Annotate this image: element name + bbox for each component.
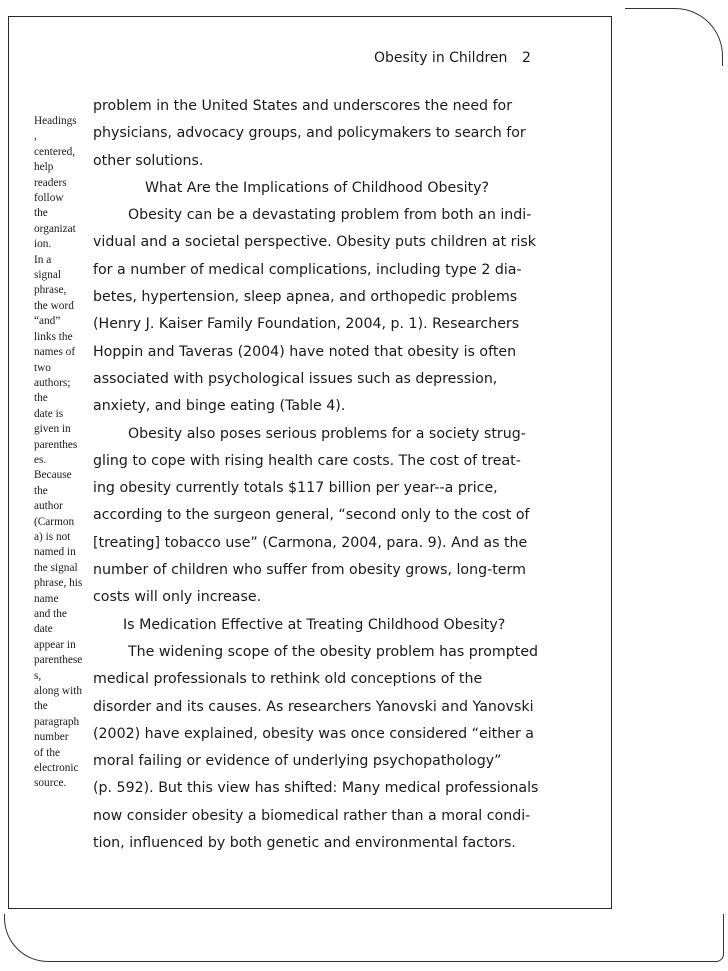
margin-note-line: centered, <box>34 145 76 158</box>
body-line: The widening scope of the obesity problem has prompted <box>128 643 539 660</box>
margin-note-line: follow <box>34 192 64 205</box>
margin-note-line: along with <box>34 685 83 698</box>
margin-note-line: electronic <box>34 762 79 775</box>
body-line: according to the surgeon general, “second only to the cost of <box>93 507 530 524</box>
margin-note-line: appear in <box>34 638 76 651</box>
running-head: Obesity in Children <box>374 50 508 66</box>
margin-note-line: phrase, his <box>34 577 83 590</box>
margin-note-line: readers <box>34 176 67 189</box>
margin-note-line: help <box>34 161 54 174</box>
margin-note-line: “and” <box>34 315 61 328</box>
margin-note-line: number <box>34 731 69 744</box>
body-line: [treating] tobacco use” (Carmona, 2004, para. 9). And as the <box>93 534 528 551</box>
body-line: ing obesity currently totals $117 billion per year--a price, <box>93 480 498 497</box>
body-line: disorder and its causes. As researchers Yanovski and Yanovski <box>93 698 534 715</box>
body-line: Obesity also poses serious problems for a society strug- <box>128 425 526 442</box>
margin-note-line: paragraph <box>34 715 80 728</box>
margin-note-line: links the <box>34 330 73 343</box>
body-line: betes, hypertension, sleep apnea, and orthopedic problems <box>93 289 518 306</box>
margin-note-line: parenthes <box>34 438 78 451</box>
body-line: tion, influenced by both genetic and environmental factors. <box>93 835 516 852</box>
body-line: physicians, advocacy groups, and policymakers to search for <box>93 125 526 142</box>
margin-note-line: authors; <box>34 376 71 389</box>
body-line: (p. 592). But this view has shifted: Many medical professionals <box>93 780 539 797</box>
margin-note-line: Because <box>34 469 72 482</box>
body-line: medical professionals to rethink old conceptions of the <box>93 671 483 688</box>
body-line: associated with psychological issues such as depression, <box>93 370 498 387</box>
body-line: anxiety, and binge eating (Table 4). <box>93 398 346 415</box>
margin-note-line: ion. <box>34 238 52 251</box>
body-line: now consider obesity a biomedical rather than a moral condi- <box>93 807 531 824</box>
margin-note-line: (Carmon <box>34 515 75 528</box>
margin-annotation <box>34 114 90 792</box>
body-line: costs will only increase. <box>93 589 262 606</box>
body-line: gling to cope with rising health care costs. The cost of treat- <box>93 452 521 469</box>
margin-note-line: the <box>34 484 48 497</box>
margin-note-line: phrase, <box>34 284 67 297</box>
body-line: number of children who suffer from obesity grows, long-term <box>93 562 526 579</box>
margin-note-line: organizat <box>34 222 76 235</box>
body-text <box>93 93 539 857</box>
body-line: moral failing or evidence of underlying psychopathology” <box>93 753 502 770</box>
margin-note-line: named in <box>34 546 76 559</box>
margin-note-line: In a <box>34 253 52 266</box>
body-line: vidual and a societal perspective. Obesity puts children at risk <box>93 234 537 251</box>
margin-note-line: the word <box>34 299 74 312</box>
margin-note-line: es. <box>34 453 47 466</box>
body-line: for a number of medical complications, including type 2 dia- <box>93 261 522 278</box>
margin-note-line: the signal <box>34 561 78 574</box>
section-heading-medication: Is Medication Effective at Treating Childhood Obesity? <box>123 616 506 633</box>
margin-note-line: date is <box>34 407 64 420</box>
margin-note-line: the <box>34 700 48 713</box>
margin-note-line: Headings <box>34 115 77 127</box>
body-line: (Henry J. Kaiser Family Foundation, 2004, p. 1). Researchers <box>93 316 520 333</box>
margin-note-line: name <box>34 592 59 605</box>
margin-note-line: source. <box>34 777 67 790</box>
body-line: other solutions. <box>93 152 204 169</box>
margin-note-line: author <box>34 500 63 513</box>
margin-note-line: two <box>34 361 51 374</box>
margin-note-line: a) is not <box>34 530 71 543</box>
margin-note-line: the <box>34 207 48 220</box>
body-line: Obesity can be a devastating problem from both an indi- <box>128 207 532 224</box>
section-heading-implications: What Are the Implications of Childhood Obesity? <box>145 179 490 196</box>
margin-note-line: and the <box>34 608 67 620</box>
page-shadow-decoration <box>4 914 724 962</box>
margin-note-line: the <box>34 392 48 405</box>
margin-note-line: signal <box>34 269 61 282</box>
margin-note-line: parenthese <box>34 654 83 667</box>
margin-note-line: date <box>34 623 53 636</box>
body-line: Hoppin and Taveras (2004) have noted that obesity is often <box>93 343 517 360</box>
body-line: problem in the United States and underscores the need for <box>93 98 513 114</box>
margin-note-line: names of <box>34 346 76 359</box>
body-line: (2002) have explained, obesity was once considered “either a <box>93 725 534 742</box>
page-curl-decoration <box>625 8 723 66</box>
page-number: 2 <box>522 50 531 66</box>
margin-note-line: , <box>34 130 37 143</box>
margin-note-line: of the <box>34 746 61 759</box>
margin-note-line: given in <box>34 423 71 436</box>
margin-note-line: s, <box>34 669 42 682</box>
